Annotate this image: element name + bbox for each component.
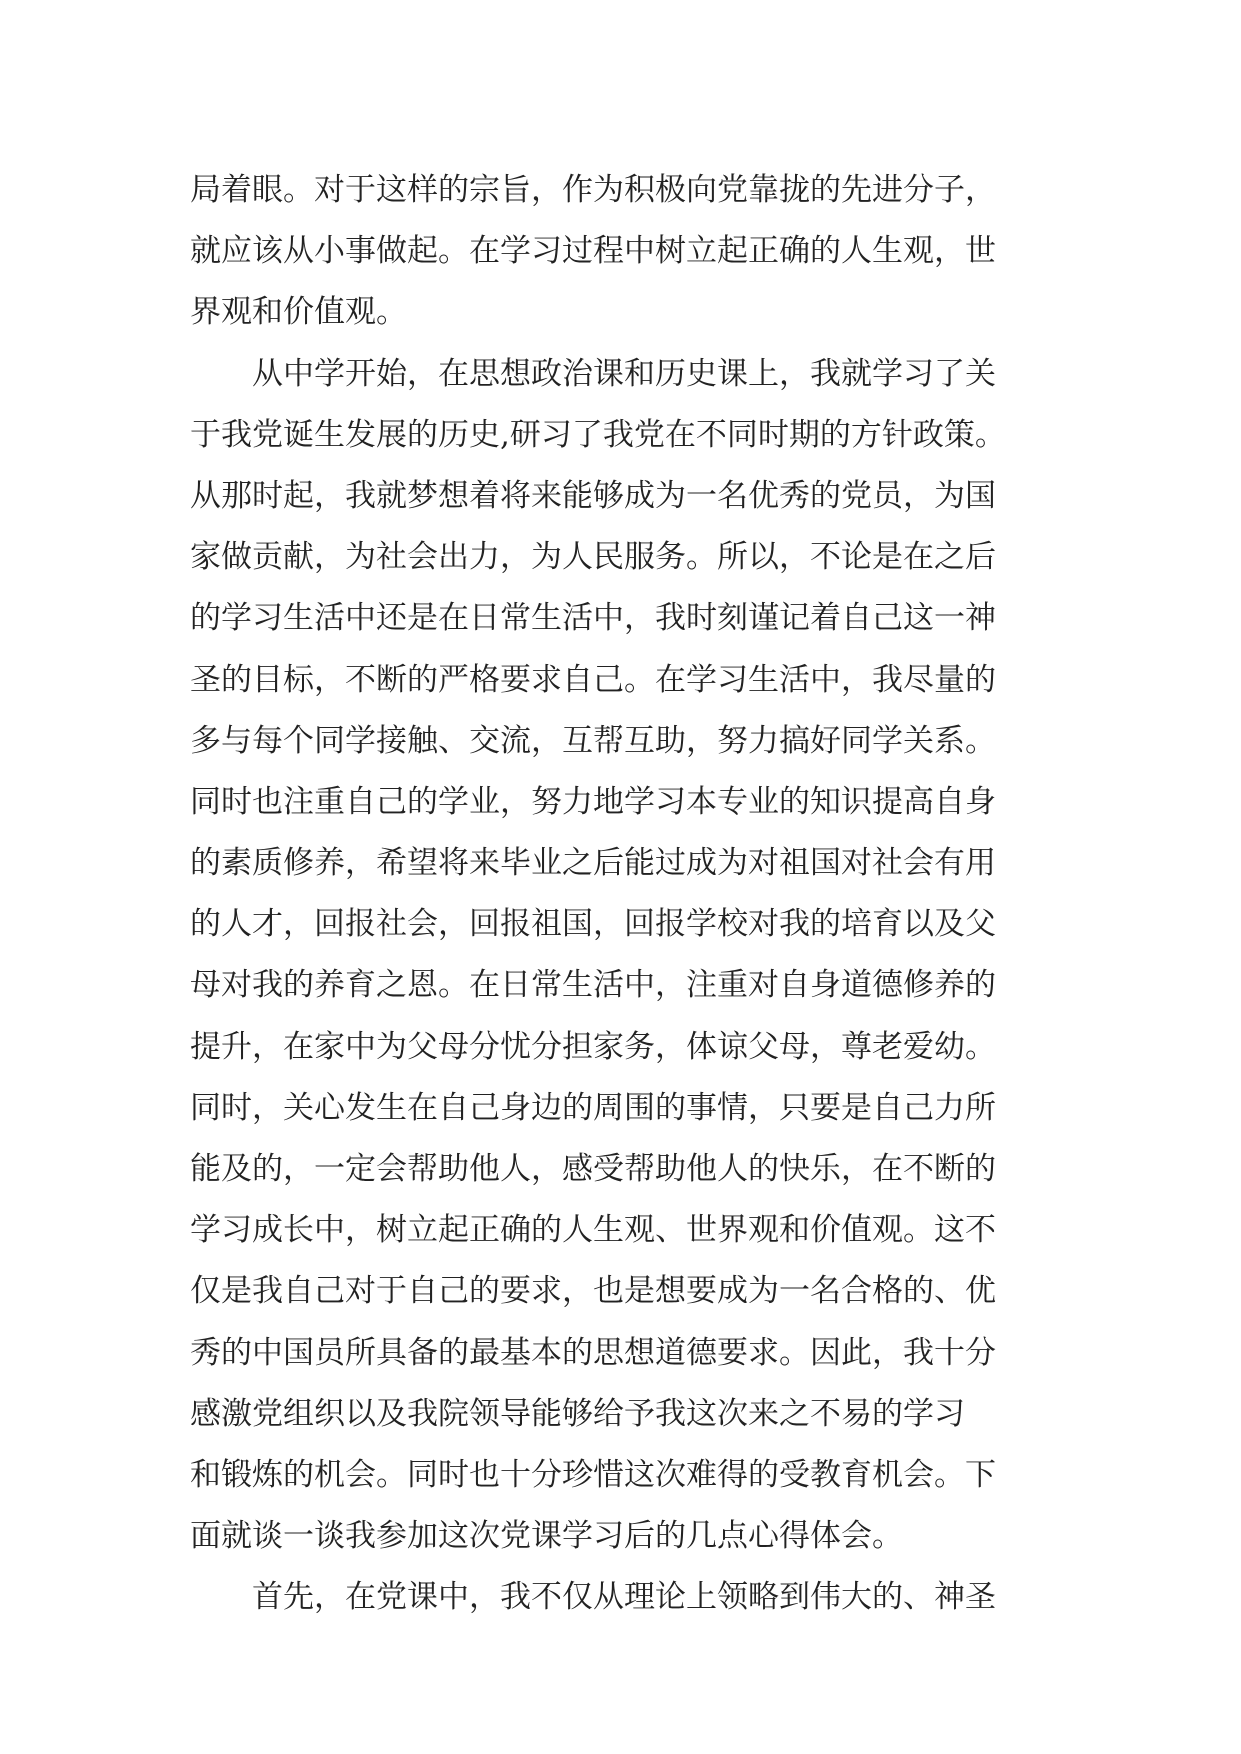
text-line: 于我党诞生发展的历史,研习了我党在不同时期的方针政策。 (190, 416, 1006, 453)
text-line: 能及的，一定会帮助他人，感受帮助他人的快乐，在不断的 (190, 1151, 996, 1187)
text-line: 面就谈一谈我参加这次党课学习后的几点心得体会。 (190, 1518, 903, 1555)
text-line: 的学习生活中还是在日常生活中，我时刻谨记着自己这一神 (190, 600, 996, 637)
text-line: 母对我的养育之恩。在日常生活中，注重对自身道德修养的 (190, 967, 996, 1004)
text-line: 仅是我自己对于自己的要求，也是想要成为一名合格的、优 (190, 1273, 996, 1310)
text-line: 的人才，回报社会，回报祖国，回报学校对我的培育以及父 (190, 906, 996, 943)
text-line: 局着眼。对于这样的宗旨，作为积极向党靠拢的先进分子， (190, 172, 996, 208)
text-line: 家做贡献，为社会出力，为人民服务。所以，不论是在之后 (190, 539, 996, 576)
text-line: 界观和价值观。 (190, 294, 407, 331)
text-line: 和锻炼的机会。同时也十分珍惜这次难得的受教育机会。下 (190, 1456, 996, 1493)
text-line: 首先，在党课中，我不仅从理论上领略到伟大的、神圣 (252, 1579, 996, 1616)
body-text (190, 160, 1050, 1629)
text-line: 从中学开始，在思想政治课和历史课上，我就学习了关 (252, 355, 996, 392)
text-line: 圣的目标，不断的严格要求自己。在学习生活中，我尽量的 (190, 661, 996, 698)
text-line: 秀的中国员所具备的最基本的思想道德要求。因此，我十分 (190, 1334, 996, 1371)
text-line: 就应该从小事做起。在学习过程中树立起正确的人生观，世 (190, 233, 996, 270)
text-line: 提升，在家中为父母分忧分担家务，体谅父母，尊老爱幼。 (190, 1028, 996, 1065)
text-line: 同时，关心发生在自己身边的周围的事情，只要是自己力所 (190, 1089, 996, 1126)
text-line: 学习成长中，树立起正确的人生观、世界观和价值观。这不 (190, 1212, 996, 1249)
text-line: 的素质修养，希望将来毕业之后能过成为对祖国对社会有用 (190, 845, 996, 882)
text-line: 同时也注重自己的学业，努力地学习本专业的知识提高自身 (190, 783, 996, 820)
text-line: 感激党组织以及我院领导能够给予我这次来之不易的学习 (190, 1395, 965, 1432)
text-line: 多与每个同学接触、交流，互帮互助，努力搞好同学关系。 (190, 722, 996, 759)
text-line: 从那时起，我就梦想着将来能够成为一名优秀的党员，为国 (190, 477, 996, 514)
